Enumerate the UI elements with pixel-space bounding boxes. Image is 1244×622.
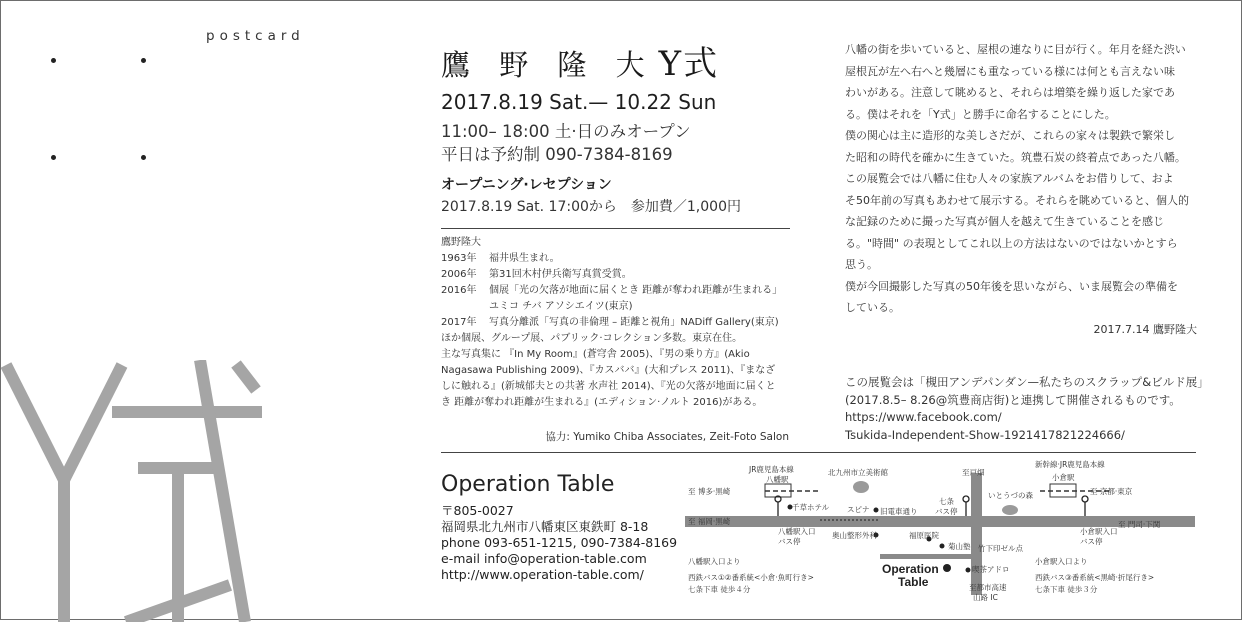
map-label: 至 京都·東京	[1090, 487, 1133, 496]
statement-line: る。"時間" の表現としてこれ以上の方法はないのではないかとすら	[845, 236, 1178, 250]
map-label: 西鉄バス①②番系統<小倉·魚町行き>	[688, 573, 814, 582]
bio-paragraph: き 距離が奪われ距離が生まれる』(エディション·ノルト 2016)がある。	[441, 397, 763, 408]
map-label: JR鹿児島本線	[749, 465, 794, 474]
artist-statement	[845, 39, 1197, 340]
map-label: バス停	[1080, 537, 1103, 546]
cooperation-credit: 協力: Yumiko Chiba Associates, Zeit-Foto Salon	[545, 431, 789, 443]
reception-detail: 2017.8.19 Sat. 17:00から 参加費／1,000円	[441, 199, 741, 215]
map-label: 八幡駅入口より	[688, 557, 741, 566]
bio-paragraph: しに触れる』(新城郁夫との共著 水声社 2014)、『光の欠落が地面に届くと	[441, 381, 776, 392]
venue-name: Operation Table	[441, 472, 615, 497]
statement-line: 僕が今回撮影した写真の50年後を思いながら、いま展覧会の準備を	[845, 279, 1178, 293]
venue-postal-code: 〒805-0027	[441, 503, 514, 518]
facebook-link-cont[interactable]: Tsukida-Independent-Show-1921417821224666/	[845, 427, 1125, 442]
bio-entry: 1963年 福井県生まれ。	[441, 253, 560, 264]
map-label: 旧電車通り	[880, 507, 918, 516]
map-venue-label: Table	[898, 575, 929, 589]
map-label: スピナ	[847, 505, 870, 514]
cross-road	[971, 473, 982, 595]
map-label: 新幹線·JR鹿児島本線	[1035, 460, 1105, 469]
map-label: 至戸畑	[962, 468, 985, 477]
statement-line: 僕の関心は主に造形的な美しさだが、これらの家々は製鉄で繁栄し	[845, 129, 1175, 142]
postcard-label: postcard	[206, 28, 305, 44]
divider	[441, 228, 790, 229]
venue-email[interactable]: e-mail info@operation-table.com	[441, 551, 647, 566]
statement-line: わいがある。注意して眺めると、それらは増築を繰り返した家であ	[845, 86, 1175, 99]
map-label: 八幡駅	[766, 475, 789, 484]
map-label: 北九州市立美術館	[828, 468, 888, 477]
access-map	[680, 458, 1200, 608]
statement-line: 屋根瓦が左へ右へと幾層にも重なっている様には何とも言えない味	[845, 64, 1175, 78]
bus-stop-icon	[963, 496, 969, 502]
map-label: 菊山塾	[948, 542, 971, 551]
dot-decoration	[51, 155, 56, 160]
map-label: 小倉駅	[1052, 473, 1075, 482]
y-shiki-logo-graphic	[0, 360, 270, 622]
map-label: 至 福岡·黒崎	[688, 517, 731, 526]
statement-line: た昭和の時代を確かに生きていた。筑豊石炭の終着点であった八幡。	[845, 150, 1186, 164]
linked-event-note	[845, 374, 1209, 444]
reception-title: オープニング·レセプション	[441, 177, 612, 193]
dot-decoration	[51, 58, 56, 63]
venue-address: 福岡県北九州市八幡東区東鉄町 8-18	[441, 519, 649, 534]
artist-biography	[441, 235, 793, 411]
map-label: 千草ホテル	[792, 503, 830, 512]
exhibition-name: Y式	[658, 44, 720, 84]
linked-event-line: (2017.8.5– 8.26@筑豊商店街)と連携して開催されるものです。	[845, 392, 1181, 407]
bio-paragraph: 主な写真集に 『In My Room』(蒼穹舎 2005)、『男の乗り方』(Akio	[441, 349, 750, 360]
map-label: バス停	[778, 537, 801, 546]
coffee-pin-icon	[966, 568, 971, 573]
bio-entry: 2016年 個展「光の欠落が地面に届くとき 距離が奪われ距離が生まれる」	[441, 285, 783, 296]
spina-pin-icon	[874, 508, 879, 513]
bio-paragraph: ほか個展、グループ展、パブリック·コレクション多数。東京在住。	[441, 333, 743, 344]
map-label: 福原医院	[909, 531, 939, 540]
venue-website[interactable]: http://www.operation-table.com/	[441, 567, 644, 582]
side-road	[880, 554, 976, 559]
map-venue-label: Operation	[882, 562, 939, 576]
bio-entry: 2006年 第31回木村伊兵衛写真賞受賞。	[441, 269, 632, 280]
park-marker	[1002, 505, 1018, 515]
map-label: 至 博多·黒崎	[688, 487, 731, 496]
statement-signature: 2017.7.14 鷹野隆大	[1093, 322, 1197, 336]
map-label: 七条下車 徒歩４分	[688, 585, 751, 594]
venue-contact	[441, 503, 677, 583]
facebook-link[interactable]: https://www.facebook.com/	[845, 410, 1002, 424]
weekday-reservation: 平日は予約制 090-7384-8169	[441, 145, 673, 164]
map-label: 西鉄バス③番系統<黒崎·折尾行き>	[1035, 573, 1155, 582]
linked-event-line: この展覧会は「槻田アンデパンダン—私たちのスクラップ&ビルド展」	[845, 375, 1209, 389]
map-label: 七条下車 徒歩３分	[1035, 585, 1098, 594]
operation-table-location-icon	[943, 564, 951, 572]
statement-line: そ50年前の写真もあわせて展示する。それらを眺めていると、個人的	[845, 193, 1189, 207]
bus-stop-icon	[1082, 496, 1088, 502]
map-label: 小倉駅入口	[1080, 527, 1118, 536]
divider	[441, 452, 1196, 453]
map-label: 至都市高速	[969, 583, 1007, 592]
bio-paragraph: Nagasawa Publishing 2009)、『カスババ』(大和プレス 2011)、『まなざ	[441, 365, 776, 376]
map-label: 至 門司·下関	[1118, 520, 1161, 529]
venue-phone: phone 093-651-1215, 090-7384-8169	[441, 535, 678, 550]
statement-line: この展覧会では八幡に住む人々の家族アルバムをお借りして、およ	[845, 172, 1174, 185]
statement-line: 八幡の街を歩いていると、屋根の連なりに目が行く。年月を経た渋い	[845, 43, 1186, 56]
statement-line: 思う。	[845, 258, 878, 271]
museum-marker	[853, 481, 869, 493]
statement-line: している。	[845, 301, 900, 314]
exhibition-dates: 2017.8.19 Sat.— 10.22 Sun	[441, 90, 717, 114]
map-label: 七条	[939, 497, 954, 506]
statement-line: な記録のために撮った写真が個人を越えて生きていることを感じ	[845, 215, 1164, 228]
map-label: 竹下印ゼル点	[978, 544, 1023, 553]
map-label: 八幡駅入口	[778, 527, 816, 536]
map-label: いとうづの森	[988, 491, 1033, 500]
school-pin-icon	[940, 544, 945, 549]
statement-line: る。僕はそれを「Y式」と勝手に命名することにした。	[845, 107, 1116, 121]
map-label: 喫茶アドロ	[972, 565, 1010, 574]
dot-decoration	[141, 155, 146, 160]
bio-name: 鷹野隆大	[441, 237, 481, 248]
bio-entry-cont: ユミコ チバ アソシエイツ(東京)	[489, 301, 633, 312]
map-label: 小倉駅入口より	[1035, 557, 1088, 566]
map-label: 山路 IC	[973, 593, 998, 602]
bio-entry: 2017年 写真分離派「写真の非倫理 – 距離と視角」NADiff Gallery(東京)	[441, 317, 779, 328]
artist-name: 鷹 野 隆 大	[441, 48, 655, 82]
exhibition-title	[441, 36, 719, 85]
map-label: 奥山整形外科	[832, 531, 877, 540]
dot-decoration	[141, 58, 146, 63]
map-label: バス停	[935, 507, 958, 516]
opening-hours: 11:00– 18:00 土·日のみオープン	[441, 122, 691, 141]
